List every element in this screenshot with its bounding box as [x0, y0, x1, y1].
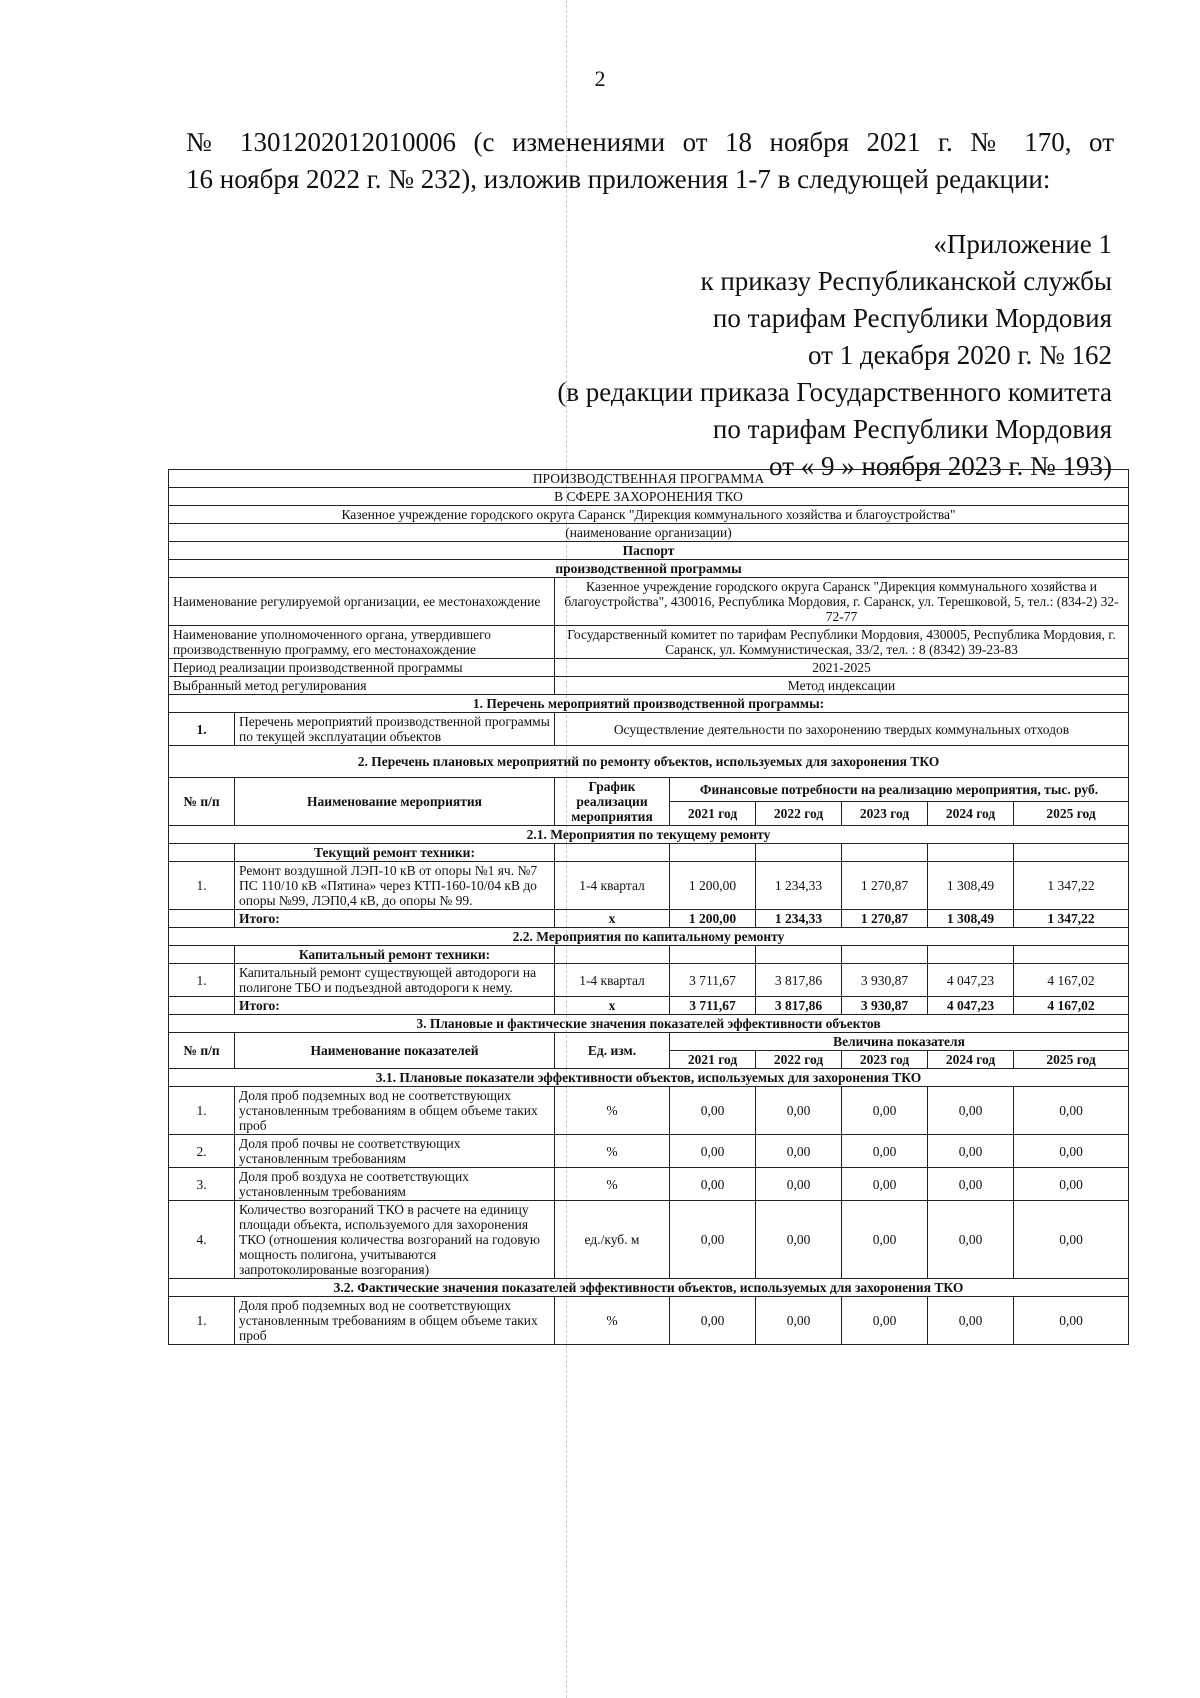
- indicator-unit: %: [555, 1087, 670, 1135]
- total-value: 3 817,86: [756, 997, 842, 1015]
- empty-cell: [169, 844, 235, 862]
- appendix-header: [557, 226, 1112, 485]
- indicator-value: 0,00: [928, 1297, 1014, 1345]
- year-header: 2025 год: [1014, 1051, 1129, 1069]
- section-1-value: Осуществление деятельности по захоронению твердых коммунальных отходов: [555, 713, 1129, 746]
- indicator-value: 0,00: [1014, 1087, 1129, 1135]
- period-label: Период реализации производственной программы: [169, 659, 555, 677]
- indicator-unit: %: [555, 1135, 670, 1168]
- year-header: 2024 год: [928, 1051, 1014, 1069]
- appendix-line: (в редакции приказа Государственного комитета: [557, 377, 1112, 407]
- measure-name: Ремонт воздушной ЛЭП-10 кВ от опоры №1 яч. №7 ПС 110/10 кВ «Пятина» через КТП-160-10/04 кВ до опоры №99, ЛЭП0,4 кВ, до опоры № 99.: [235, 862, 555, 910]
- indicator-value: 0,00: [756, 1168, 842, 1201]
- empty-cell: [756, 946, 842, 964]
- appendix-line: к приказу Республиканской службы: [700, 266, 1112, 296]
- empty-cell: [842, 946, 928, 964]
- indicator-value: 0,00: [670, 1168, 756, 1201]
- row-number: 1.: [169, 964, 235, 997]
- table-row: [169, 626, 1129, 659]
- column-header-indicator: Наименование показателей: [235, 1033, 555, 1069]
- subsection-2-1-title: 2.1. Мероприятия по текущему ремонту: [169, 826, 1129, 844]
- organization-name: Казенное учреждение городского округа Саранск "Дирекция коммунального хозяйства и благоустройства": [169, 506, 1129, 524]
- indicator-unit: ед./куб. м: [555, 1201, 670, 1279]
- empty-cell: [756, 844, 842, 862]
- indicator-value: 0,00: [1014, 1201, 1129, 1279]
- regulated-org-value: Казенное учреждение городского округа Саранск "Дирекция коммунального хозяйства и благоустройства", 430016, Республика Мордовия, г. Саранск, ул. Терешковой, 5, тел.: (834-2) 32-72-77: [555, 578, 1129, 626]
- indicator-value: 0,00: [1014, 1168, 1129, 1201]
- indicator-value: 0,00: [928, 1087, 1014, 1135]
- empty-cell: [1014, 844, 1129, 862]
- finance-value: 1 347,22: [1014, 862, 1129, 910]
- finance-value: 1 308,49: [928, 862, 1014, 910]
- empty-cell: [555, 946, 670, 964]
- table-row: [169, 578, 1129, 626]
- indicator-value: 0,00: [670, 1087, 756, 1135]
- empty-cell: [555, 844, 670, 862]
- total-label: Итого:: [235, 910, 555, 928]
- column-header-number: № п/п: [169, 778, 235, 826]
- indicator-value: 0,00: [842, 1135, 928, 1168]
- table-row: [169, 964, 1129, 997]
- total-value: 1 308,49: [928, 910, 1014, 928]
- table-header-row: [169, 778, 1129, 802]
- year-header: 2022 год: [756, 802, 842, 826]
- indicator-value: 0,00: [756, 1201, 842, 1279]
- authority-label: Наименование уполномоченного органа, утвердившего производственную программу, его местонахождение: [169, 626, 555, 659]
- table-row: [169, 1297, 1129, 1345]
- row-number: 1.: [169, 713, 235, 746]
- production-program-table: [168, 469, 1129, 1345]
- table-row: [169, 677, 1129, 695]
- intro-line-2: 16 ноября 2022 г. № 232), изложив приложения 1-7 в следующей редакции:: [186, 164, 1051, 194]
- row-number: 1.: [169, 1087, 235, 1135]
- indicator-name: Доля проб подземных вод не соответствующих установленным требованиям в общем объеме таких проб: [235, 1087, 555, 1135]
- empty-cell: [928, 844, 1014, 862]
- subsection-3-1-title: 3.1. Плановые показатели эффективности объектов, используемых для захоронения ТКО: [169, 1069, 1129, 1087]
- table-header-row: [169, 1033, 1129, 1051]
- finance-value: 3 711,67: [670, 964, 756, 997]
- indicator-unit: %: [555, 1168, 670, 1201]
- row-number: 1.: [169, 1297, 235, 1345]
- indicator-value: 0,00: [928, 1168, 1014, 1201]
- page-number: 2: [594, 66, 606, 91]
- column-header-unit: Ед. изм.: [555, 1033, 670, 1069]
- indicator-value: 0,00: [756, 1297, 842, 1345]
- table-row: [169, 844, 1129, 862]
- section-3-title: 3. Плановые и фактические значения показателей эффективности объектов: [169, 1015, 1129, 1033]
- total-value: 4 047,23: [928, 997, 1014, 1015]
- intro-paragraph: [186, 124, 1114, 198]
- indicator-name: Доля проб почвы не соответствующих установленным требованиям: [235, 1135, 555, 1168]
- authority-value: Государственный комитет по тарифам Республики Мордовия, 430005, Республика Мордовия, г. Саранск, ул. Коммунистическая, 33/2, тел. : 8 (8342) 39-23-83: [555, 626, 1129, 659]
- row-number: 3.: [169, 1168, 235, 1201]
- schedule-value: 1-4 квартал: [555, 862, 670, 910]
- column-header-finance: Финансовые потребности на реализацию мероприятия, тыс. руб.: [670, 778, 1129, 802]
- finance-value: 4 047,23: [928, 964, 1014, 997]
- measure-name: Капитальный ремонт существующей автодороги на полигоне ТБО и подъездной автодороги к нему.: [235, 964, 555, 997]
- total-value: 3 930,87: [842, 997, 928, 1015]
- appendix-line: «Приложение 1: [933, 229, 1112, 259]
- total-value: 1 347,22: [1014, 910, 1129, 928]
- empty-cell: [670, 946, 756, 964]
- table-row: [169, 713, 1129, 746]
- indicator-value: 0,00: [928, 1135, 1014, 1168]
- row-number: 2.: [169, 1135, 235, 1168]
- total-value: 1 200,00: [670, 910, 756, 928]
- indicator-value: 0,00: [842, 1168, 928, 1201]
- column-header-schedule: График реализации мероприятия: [555, 778, 670, 826]
- subsection-3-2-title: 3.2. Фактические значения показателей эффективности объектов, используемых для захоронения ТКО: [169, 1279, 1129, 1297]
- period-value: 2021-2025: [555, 659, 1129, 677]
- indicator-value: 0,00: [756, 1135, 842, 1168]
- empty-cell: [928, 946, 1014, 964]
- indicator-name: Количество возгораний ТКО в расчете на единицу площади объекта, используемого для захоронения ТКО (отношения количества возгораний на годовую мощность полигона, учитываются запротоколированые возгорания): [235, 1201, 555, 1279]
- finance-value: 4 167,02: [1014, 964, 1129, 997]
- total-label: Итого:: [235, 997, 555, 1015]
- total-schedule: х: [555, 997, 670, 1015]
- table-row: [169, 659, 1129, 677]
- indicator-value: 0,00: [670, 1135, 756, 1168]
- passport-title: Паспорт: [169, 542, 1129, 560]
- indicator-name: Доля проб подземных вод не соответствующих установленным требованиям в общем объеме таких проб: [235, 1297, 555, 1345]
- appendix-line: от « 9 » ноября 2023 г. № 193): [769, 451, 1112, 481]
- total-value: 3 711,67: [670, 997, 756, 1015]
- appendix-line: по тарифам Республики Мордовия: [712, 303, 1112, 333]
- indicator-value: 0,00: [842, 1201, 928, 1279]
- empty-cell: [670, 844, 756, 862]
- passport-subtitle: производственной программы: [169, 560, 1129, 578]
- indicator-value: 0,00: [1014, 1135, 1129, 1168]
- total-row: [169, 910, 1129, 928]
- table-row: [169, 1135, 1129, 1168]
- indicator-value: 0,00: [842, 1087, 928, 1135]
- organization-caption: (наименование организации): [169, 524, 1129, 542]
- indicator-unit: %: [555, 1297, 670, 1345]
- total-value: 1 234,33: [756, 910, 842, 928]
- table-row: [169, 1201, 1129, 1279]
- total-row: [169, 997, 1129, 1015]
- year-header: 2021 год: [670, 802, 756, 826]
- indicator-name: Доля проб воздуха не соответствующих установленным требованиям: [235, 1168, 555, 1201]
- year-header: 2023 год: [842, 1051, 928, 1069]
- indicator-value: 0,00: [928, 1201, 1014, 1279]
- indicator-value: 0,00: [1014, 1297, 1129, 1345]
- finance-value: 3 930,87: [842, 964, 928, 997]
- section-2-title: 2. Перечень плановых мероприятий по ремонту объектов, используемых для захоронения ТКО: [169, 746, 1129, 778]
- total-value: 4 167,02: [1014, 997, 1129, 1015]
- schedule-value: 1-4 квартал: [555, 964, 670, 997]
- year-header: 2023 год: [842, 802, 928, 826]
- table-subtitle: В СФЕРЕ ЗАХОРОНЕНИЯ ТКО: [169, 488, 1129, 506]
- finance-value: 1 234,33: [756, 862, 842, 910]
- indicator-value: 0,00: [842, 1297, 928, 1345]
- empty-cell: [169, 946, 235, 964]
- group-title: Текущий ремонт техники:: [235, 844, 555, 862]
- section-1-title: 1. Перечень мероприятий производственной программы:: [169, 695, 1129, 713]
- indicator-value: 0,00: [670, 1201, 756, 1279]
- finance-value: 3 817,86: [756, 964, 842, 997]
- row-number: 1.: [169, 862, 235, 910]
- column-header-name: Наименование мероприятия: [235, 778, 555, 826]
- table-row: [169, 1087, 1129, 1135]
- year-header: 2022 год: [756, 1051, 842, 1069]
- column-header-value: Величина показателя: [670, 1033, 1129, 1051]
- intro-line-1: № 1301202012010006 (с изменениями от 18 ноября 2021 г. № 170, от: [186, 127, 1114, 157]
- year-header: 2024 год: [928, 802, 1014, 826]
- subsection-2-2-title: 2.2. Мероприятия по капитальному ремонту: [169, 928, 1129, 946]
- empty-cell: [169, 910, 235, 928]
- table-title: ПРОИЗВОДСТВЕННАЯ ПРОГРАММА: [169, 470, 1129, 488]
- table-row: [169, 1168, 1129, 1201]
- appendix-line: от 1 декабря 2020 г. № 162: [807, 340, 1112, 370]
- row-number: 4.: [169, 1201, 235, 1279]
- appendix-line: по тарифам Республики Мордовия: [712, 414, 1112, 444]
- finance-value: 1 200,00: [670, 862, 756, 910]
- empty-cell: [1014, 946, 1129, 964]
- section-1-label: Перечень мероприятий производственной программы по текущей эксплуатации объектов: [235, 713, 555, 746]
- table-row: [169, 946, 1129, 964]
- year-header: 2021 год: [670, 1051, 756, 1069]
- total-value: 1 270,87: [842, 910, 928, 928]
- group-title: Капитальный ремонт техники:: [235, 946, 555, 964]
- indicator-value: 0,00: [670, 1297, 756, 1345]
- method-value: Метод индексации: [555, 677, 1129, 695]
- table-row: [169, 862, 1129, 910]
- total-schedule: х: [555, 910, 670, 928]
- finance-value: 1 270,87: [842, 862, 928, 910]
- empty-cell: [169, 997, 235, 1015]
- column-header-number: № п/п: [169, 1033, 235, 1069]
- regulated-org-label: Наименование регулируемой организации, ее местонахождение: [169, 578, 555, 626]
- year-header: 2025 год: [1014, 802, 1129, 826]
- method-label: Выбранный метод регулирования: [169, 677, 555, 695]
- empty-cell: [842, 844, 928, 862]
- indicator-value: 0,00: [756, 1087, 842, 1135]
